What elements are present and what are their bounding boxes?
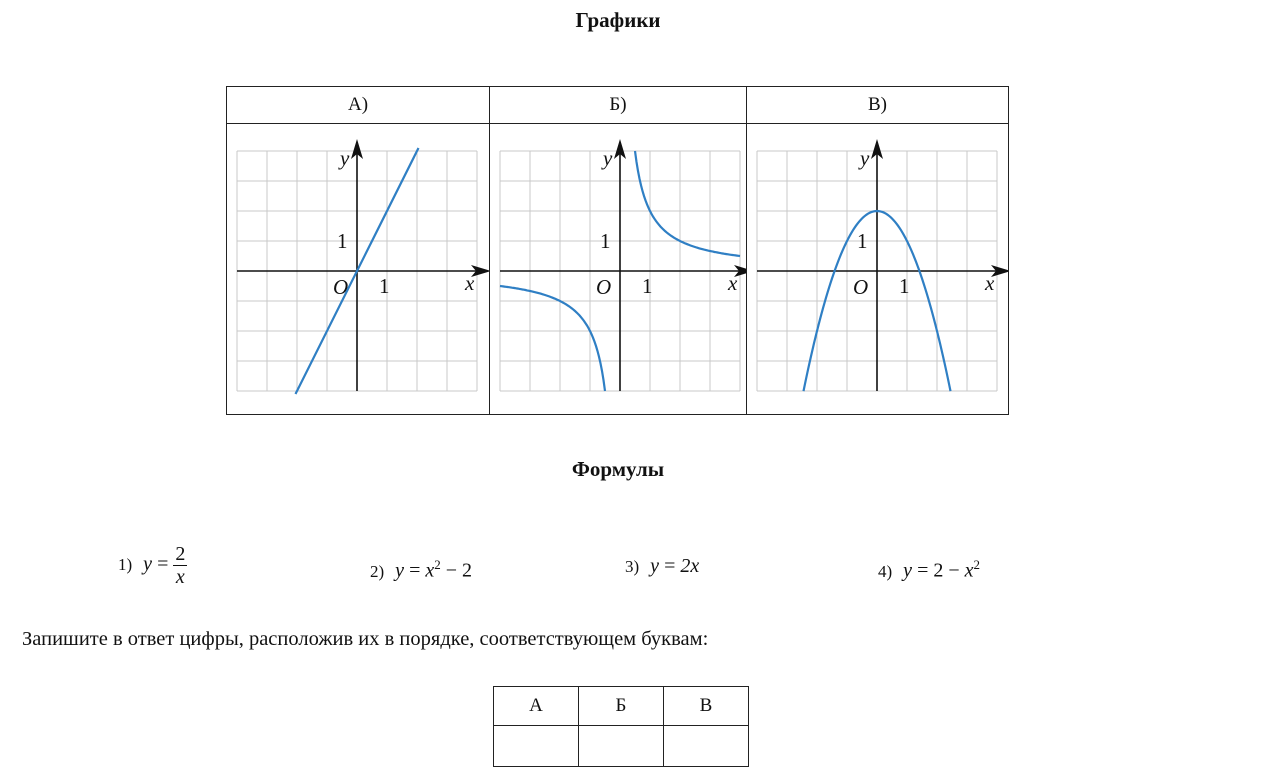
panel-label-v: В) <box>747 87 1009 124</box>
graph-panel-v <box>747 124 1009 415</box>
formula-number: 3) <box>625 557 640 576</box>
formula-1 <box>118 543 187 588</box>
graph-panel-b <box>490 124 747 415</box>
answer-cell-v[interactable] <box>664 726 749 767</box>
tick-label-one-x: 1 <box>899 274 910 298</box>
formula-number: 2) <box>370 561 385 581</box>
formula-tail: − 2 <box>440 559 473 582</box>
origin-label: O <box>333 275 349 299</box>
x-axis-label: x <box>985 271 995 295</box>
formula-eq: = <box>157 553 169 576</box>
graph-v <box>747 124 1008 414</box>
origin-label: O <box>853 275 869 299</box>
formula-pre: 2 − <box>933 559 965 582</box>
tick-label-one-x: 1 <box>642 274 653 298</box>
x-axis-label: x <box>465 271 475 295</box>
instruction-text: Запишите в ответ цифры, расположив их в порядке, соответствующем буквам: <box>22 628 709 650</box>
fraction-numerator: 2 <box>175 543 186 565</box>
formula-2 <box>370 557 472 583</box>
answer-header-b: Б <box>579 687 664 726</box>
formula-3 <box>625 555 699 578</box>
tick-label-one-y: 1 <box>337 229 348 253</box>
graphs-title: Графики <box>575 8 661 32</box>
graphs-table <box>226 86 1009 415</box>
graph-panel-a <box>227 124 490 415</box>
curve-hyperbola-branch-1 <box>635 151 740 256</box>
y-axis-label: y <box>340 146 350 170</box>
y-axis-label: y <box>860 146 870 170</box>
formula-lhs: y <box>143 553 153 576</box>
y-axis-label: y <box>603 146 613 170</box>
formula-lhs: y <box>650 555 660 577</box>
answer-header-v: В <box>664 687 749 726</box>
formula-number: 4) <box>878 561 893 581</box>
formula-4 <box>878 557 980 583</box>
formula-eq: = <box>664 555 676 577</box>
formulas-title: Формулы <box>571 457 665 481</box>
fraction-denominator: x <box>175 566 185 588</box>
formula-base: x <box>964 559 974 582</box>
formula-lhs: y <box>903 559 913 582</box>
formula-eq: = <box>917 559 929 582</box>
formula-lhs: y <box>395 559 405 582</box>
tick-label-one-y: 1 <box>857 229 868 253</box>
formula-number: 1) <box>118 555 133 575</box>
formula-rhs: 2x <box>680 555 700 577</box>
panel-label-b: Б) <box>490 87 747 124</box>
curve-hyperbola-branch-2 <box>500 286 605 391</box>
graph-b <box>490 124 746 414</box>
tick-label-one-y: 1 <box>600 229 611 253</box>
x-axis-label: x <box>728 271 738 295</box>
answer-table <box>493 686 749 767</box>
answer-cell-b[interactable] <box>579 726 664 767</box>
origin-label: O <box>596 275 612 299</box>
formula-eq: = <box>409 559 421 582</box>
answer-cell-a[interactable] <box>494 726 579 767</box>
formula-base: x <box>425 559 435 582</box>
panel-label-a: А) <box>227 87 490 124</box>
graph-a <box>227 124 489 414</box>
formula-exponent: 2 <box>973 557 981 572</box>
tick-label-one-x: 1 <box>379 274 390 298</box>
formula-exponent: 2 <box>434 557 441 572</box>
answer-header-a: А <box>494 687 579 726</box>
fraction <box>173 543 187 588</box>
